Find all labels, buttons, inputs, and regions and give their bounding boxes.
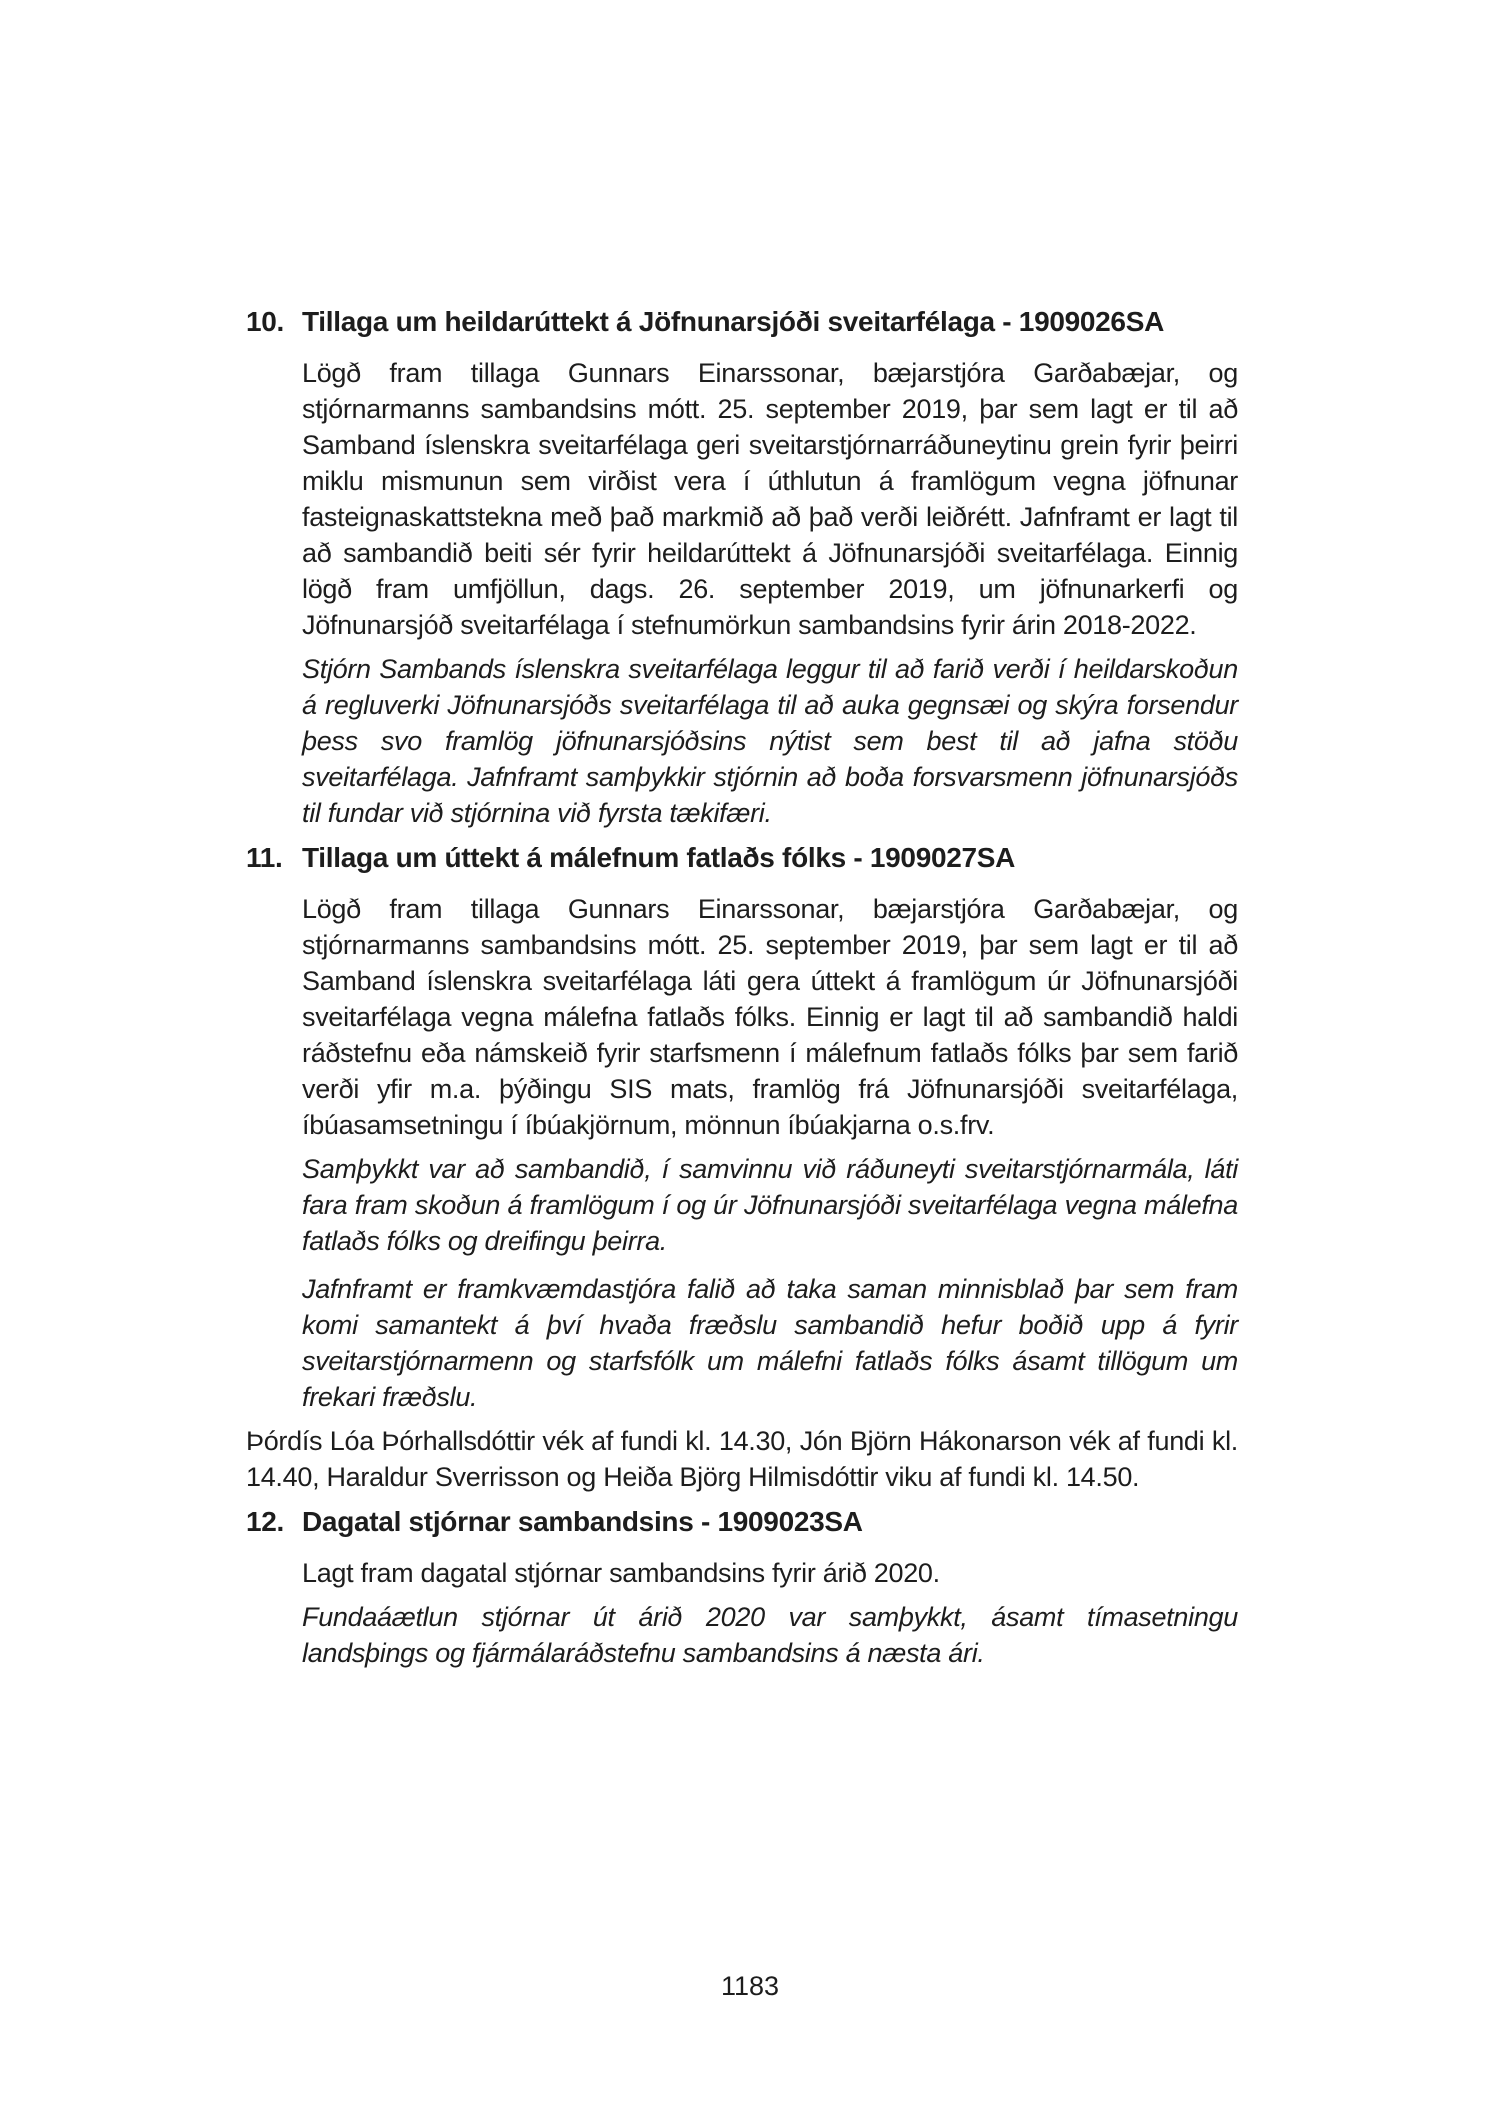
agenda-item-10-paragraph: Lögð fram tillaga Gunnars Einarssonar, bæjarstjóra Garðabæjar, og stjórnarmanns sambandsins mótt. 25. september 2019, þar sem lagt er til að Samband íslenskra sveitarfélaga geri sveitarstjórnarráðuneytinu grein fyrir þeirri miklu mismunun sem virðist vera í úthlutun á framlögum vegna jöfnunar fasteignaskattstekna með það markmið að það verði leiðrétt. Jafnframt er lagt til að sambandið beiti sér fyrir heildarúttekt á Jöfnunarsjóði sveitarfélaga. Einnig lögð fram umfjöllun, dags. 26. september 2019, um jöfnunarkerfi og Jöfnunarsjóð sveitarfélaga í stefnumörkun sambandsins fyrir árin 2018-2022. — [302, 358, 1238, 640]
agenda-item-10-resolution: Stjórn Sambands íslenskra sveitarfélaga leggur til að farið verði í heildarskoðun á regluverki Jöfnunarsjóðs sveitarfélaga til að auka gegnsæi og skýra forsendur þess svo framlög jöfnunarsjóðsins nýtist sem best til að jafna stöðu sveitarfélaga. Jafnframt samþykkir stjórnin að boða forsvarsmenn jöfnunarsjóðs til fundar við stjórnina við fyrsta tækifæri. — [302, 654, 1238, 828]
agenda-item-11-number: 11. — [246, 842, 283, 873]
agenda-item-12-number: 12. — [246, 1506, 285, 1537]
agenda-item-12-paragraph: Lagt fram dagatal stjórnar sambandsins fyrir árið 2020. — [302, 1558, 940, 1588]
agenda-item-11-resolution-2: Jafnframt er framkvæmdastjóra falið að taka saman minnisblað þar sem fram komi samantekt á því hvaða fræðslu sambandið hefur boðið upp á fyrir sveitarstjórnarmenn og starfsfólk um málefni fatlaðs fólks ásamt tillögum um frekari fræðslu. — [302, 1274, 1238, 1412]
page-content — [246, 303, 1238, 1679]
agenda-item-11-paragraph: Lögð fram tillaga Gunnars Einarssonar, bæjarstjóra Garðabæjar, og stjórnarmanns sambandsins mótt. 25. september 2019, þar sem lagt er til að Samband íslenskra sveitarfélaga láti gera úttekt á framlögum úr Jöfnunarsjóði sveitarfélaga vegna málefna fatlaðs fólks. Einnig er lagt til að sambandið haldi ráðstefnu eða námskeið fyrir starfsmenn í málefnum fatlaðs fólks þar sem farið verði yfir m.a. þýðingu SIS mats, framlög frá Jöfnunarsjóði sveitarfélaga, íbúasamsetningu í íbúakjörnum, mönnun íbúakjarna o.s.frv. — [302, 894, 1238, 1140]
agenda-item-10-body — [302, 355, 1238, 831]
agenda-item-11-title: Tillaga um úttekt á málefnum fatlaðs fólks - 1909027SA — [302, 842, 1016, 873]
agenda-item-12-heading — [246, 1503, 1238, 1540]
agenda-item-11-body — [302, 891, 1238, 1415]
agenda-item-11 — [246, 839, 1238, 1415]
page-number: 1183 — [720, 1971, 780, 2001]
agenda-item-10-number: 10. — [246, 306, 285, 337]
attendance-note: Þórdís Lóa Þórhallsdóttir vék af fundi kl. 14.30, Jón Björn Hákonarson vék af fundi kl. 14.40, Haraldur Sverrisson og Heiða Björg Hilmisdóttir viku af fundi kl. 14.50. — [246, 1426, 1238, 1492]
agenda-item-12 — [246, 1503, 1238, 1671]
agenda-item-10 — [246, 303, 1238, 831]
agenda-item-10-title: Tillaga um heildarúttekt á Jöfnunarsjóði sveitarfélaga - 1909026SA — [302, 306, 1164, 337]
agenda-item-12-body — [302, 1555, 1238, 1671]
agenda-item-11-resolution: Samþykkt var að sambandið, í samvinnu við ráðuneyti sveitarstjórnarmála, láti fara fram skoðun á framlögum í og úr Jöfnunarsjóði sveitarfélaga vegna málefna fatlaðs fólks og dreifingu þeirra. — [302, 1154, 1238, 1256]
agenda-item-12-title: Dagatal stjórnar sambandsins - 1909023SA — [302, 1506, 863, 1537]
agenda-item-10-heading — [246, 303, 1238, 340]
agenda-item-11-heading — [246, 839, 1238, 876]
agenda-item-12-resolution: Fundaáætlun stjórnar út árið 2020 var samþykkt, ásamt tímasetningu landsþings og fjármálaráðstefnu sambandsins á næsta ári. — [302, 1602, 1238, 1668]
